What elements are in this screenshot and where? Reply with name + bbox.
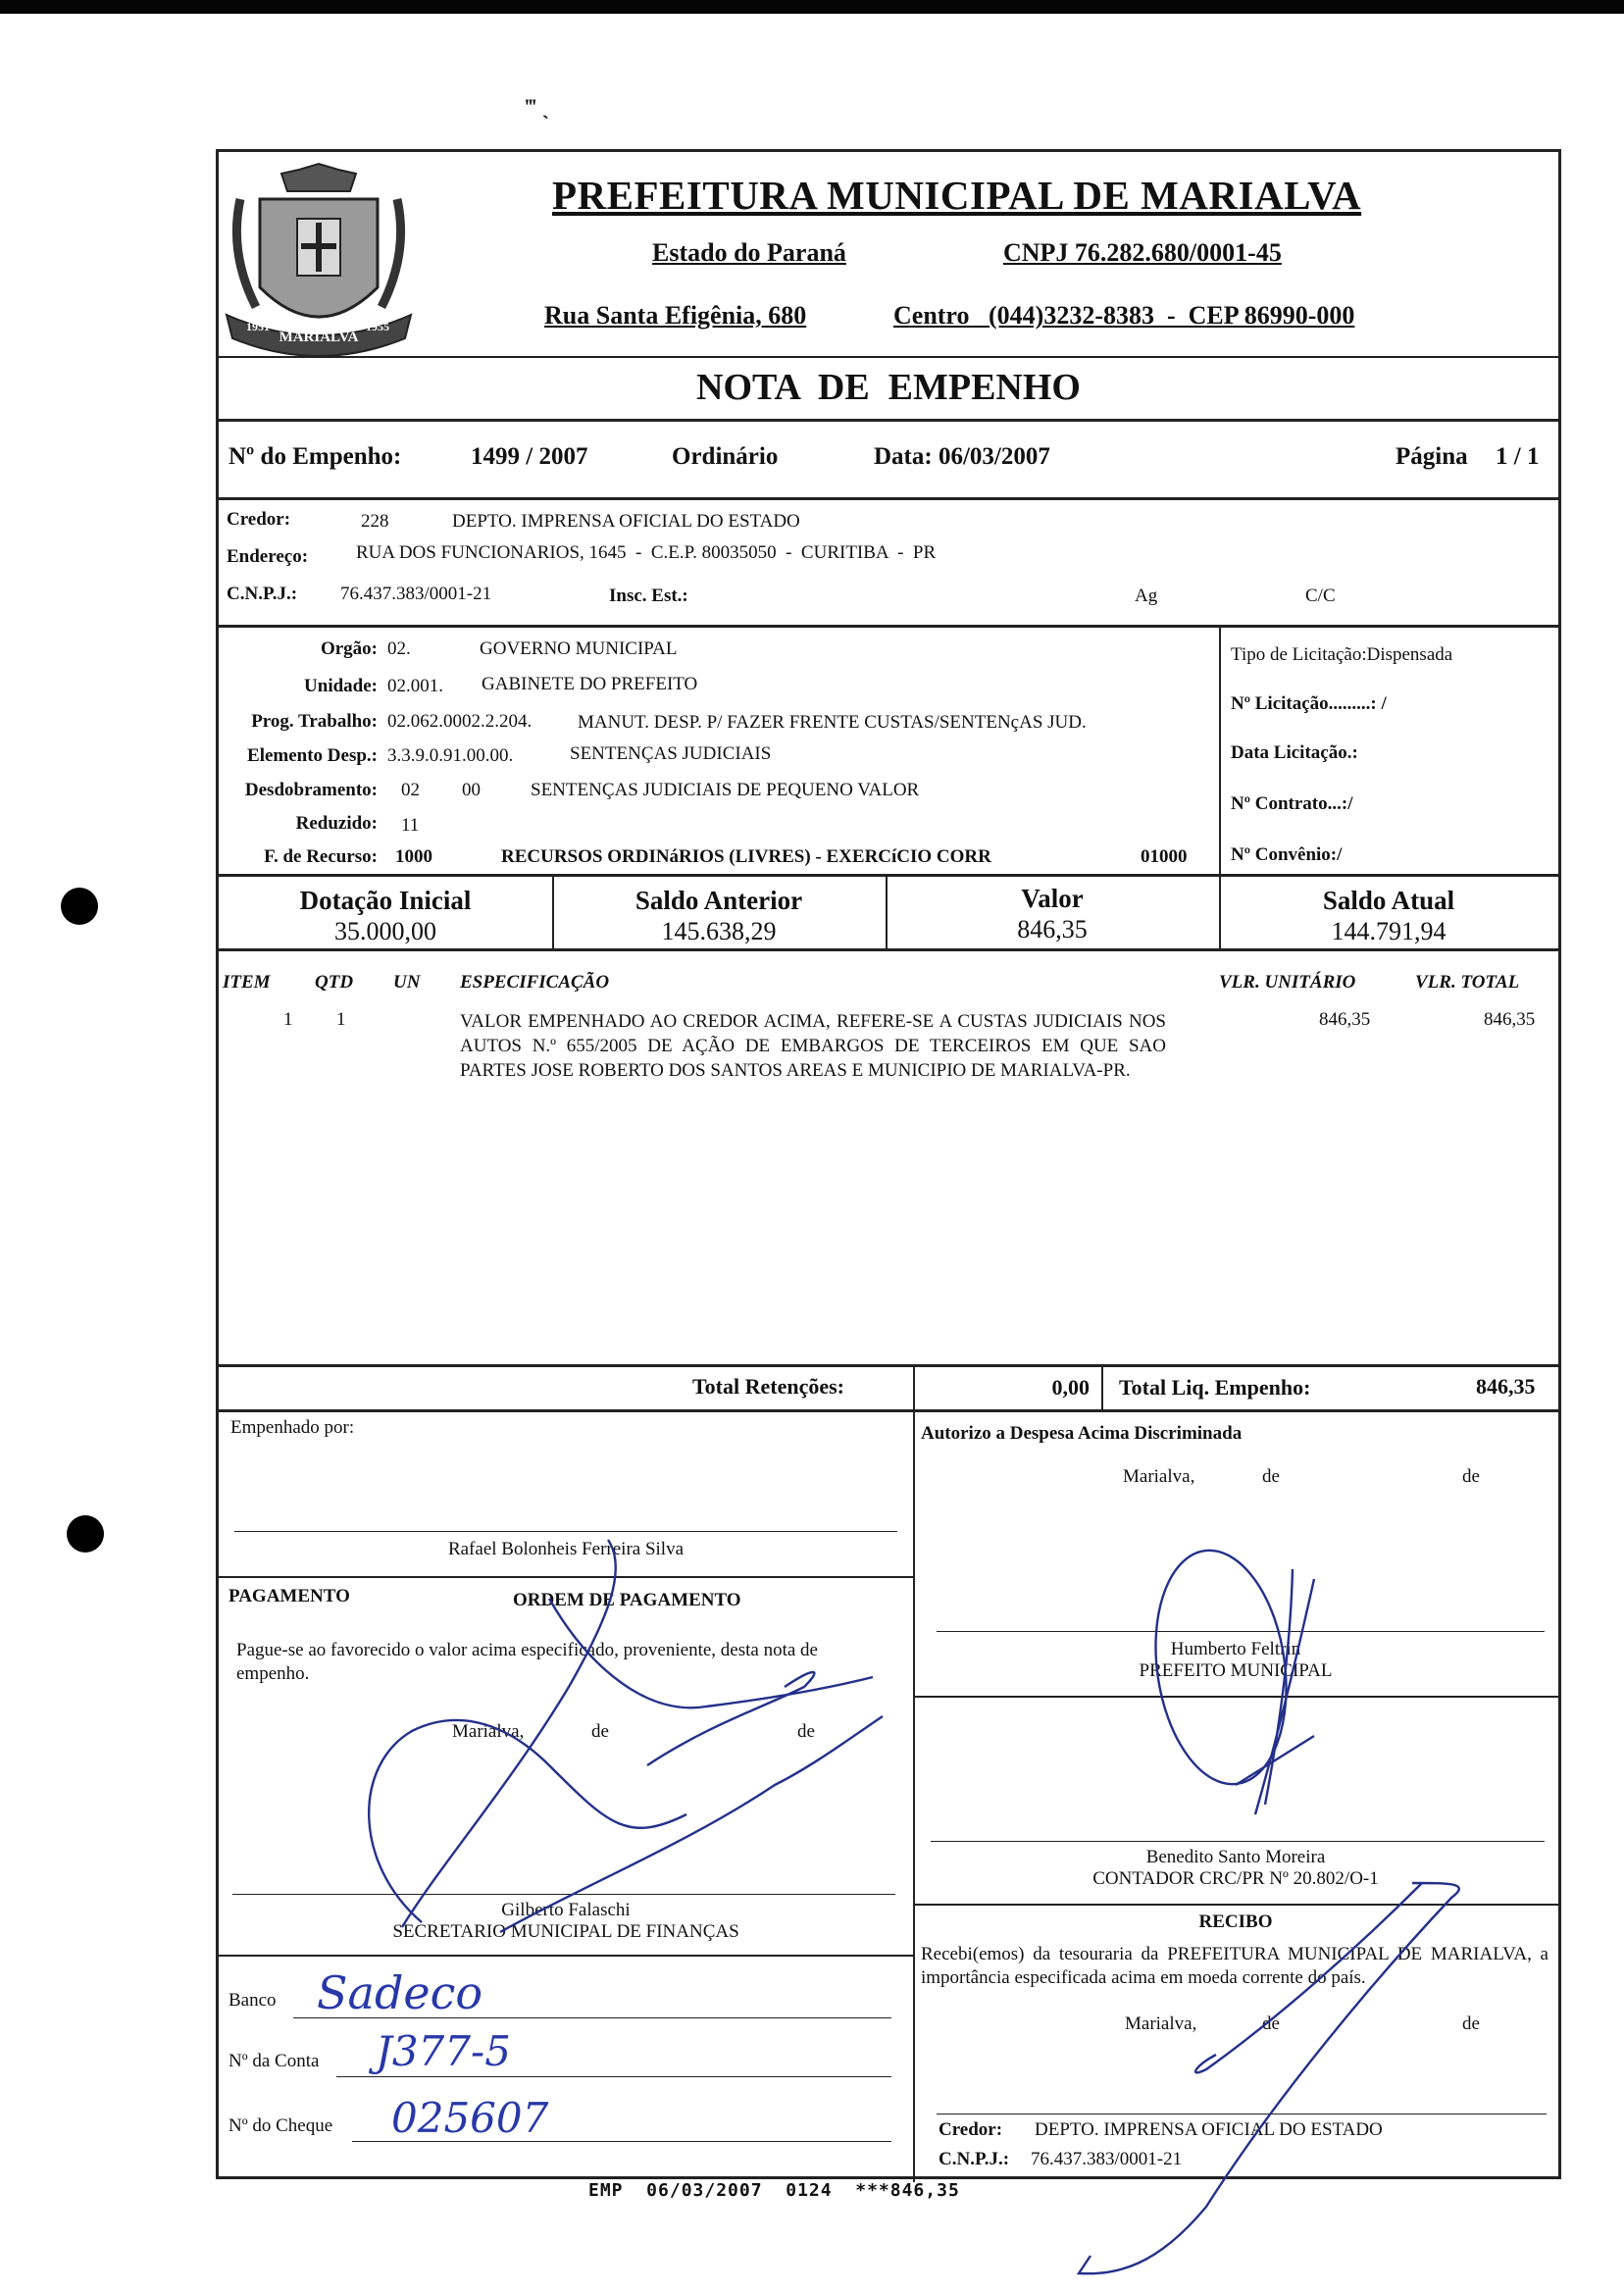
total-liquido-label: Total Liq. Empenho: bbox=[1119, 1375, 1311, 1400]
secretario-role: SECRETARIO MUNICIPAL DE FINANÇAS bbox=[392, 1921, 739, 1942]
autorizo-de-2: de bbox=[1462, 1466, 1480, 1487]
pagamento-de-2: de bbox=[797, 1721, 815, 1742]
recibo-cnpj-label: C.N.P.J.: bbox=[939, 2149, 1010, 2169]
dotacao-inicial-label: Dotação Inicial bbox=[299, 886, 472, 915]
header-title: PREFEITURA MUNICIPAL DE MARIALVA bbox=[552, 173, 1362, 218]
autorizo-title: Autorizo a Despesa Acima Discriminada bbox=[921, 1423, 1243, 1444]
banco-value[interactable]: Sadeco bbox=[317, 1966, 483, 2019]
elemento-label: Elemento Desp.: bbox=[247, 745, 378, 766]
item-total-value: 846,35 bbox=[1484, 1009, 1536, 1030]
contador-name: Benedito Santo Moreira bbox=[1145, 1847, 1326, 1867]
ag-label: Ag bbox=[1135, 586, 1158, 606]
unidade-label: Unidade: bbox=[304, 676, 378, 696]
header-state: Estado do Paraná bbox=[652, 238, 846, 267]
recurso-label: F. de Recurso: bbox=[264, 846, 378, 867]
saldo-atual-label: Saldo Atual bbox=[1322, 886, 1455, 915]
credor-cnpj: 76.437.383/0001-21 bbox=[340, 584, 492, 604]
dotacao-inicial-value: 35.000,00 bbox=[334, 917, 436, 945]
tipo-licitacao: Tipo de Licitação:Dispensada bbox=[1231, 644, 1453, 665]
saldo-atual-value: 144.791,94 bbox=[1331, 917, 1446, 945]
recibo-credor-label: Credor: bbox=[939, 2119, 1003, 2140]
crest-year-right: 1955 bbox=[366, 320, 389, 333]
unidade-value: GABINETE DO PREFEITO bbox=[482, 674, 698, 694]
credor-label: Credor: bbox=[227, 509, 291, 530]
total-retencoes-label: Total Retenções: bbox=[692, 1374, 844, 1399]
saldo-anterior-value: 145.638,29 bbox=[661, 917, 777, 945]
cnpj-label: C.N.P.J.: bbox=[227, 584, 298, 604]
header-contact: Centro (044)3232-8383 - CEP 86990-000 bbox=[893, 301, 1355, 330]
credor-name: DEPTO. IMPRENSA OFICIAL DO ESTADO bbox=[452, 511, 800, 532]
header-cnpj: CNPJ 76.282.680/0001-45 bbox=[1003, 238, 1282, 267]
recibo-de-2: de bbox=[1462, 2013, 1480, 2034]
recibo-place: Marialva, bbox=[1125, 2013, 1197, 2034]
insc-est-label: Insc. Est.: bbox=[609, 586, 688, 606]
banco-label: Banco bbox=[228, 1990, 277, 2011]
recurso-code: 1000 bbox=[395, 846, 432, 867]
elemento-value: SENTENÇAS JUDICIAIS bbox=[570, 743, 772, 764]
cheque-value[interactable]: 025607 bbox=[391, 2094, 549, 2142]
header-address: Rua Santa Efigênia, 680 bbox=[544, 301, 807, 330]
orgao-value: GOVERNO MUNICIPAL bbox=[480, 638, 678, 659]
crest-year-left: 1951 bbox=[246, 320, 270, 333]
valor-value: 846,35 bbox=[1017, 915, 1088, 943]
prefeito-role: PREFEITO MUNICIPAL bbox=[1139, 1660, 1333, 1681]
total-retencoes-value: 0,00 bbox=[1051, 1375, 1090, 1400]
cheque-label: Nº do Cheque bbox=[228, 2115, 333, 2136]
recibo-cnpj-value: 76.437.383/0001-21 bbox=[1031, 2149, 1183, 2169]
item-qtd: 1 bbox=[336, 1009, 346, 1030]
item-spec: VALOR EMPENHADO AO CREDOR ACIMA, REFERE-SE A CUSTAS JUDICIAIS NOS AUTOS N.º 655/2005 DE AÇÃO DE EMBARGOS DE TERCEIROS EM QUE SAO PARTES JOSE ROBERTO DOS SANTOS AREAS E MUNICIPIO DE MARIALVA-PR. bbox=[460, 1011, 1166, 1081]
recibo-de-1: de bbox=[1262, 2013, 1280, 2034]
empenho-date: Data: 06/03/2007 bbox=[874, 443, 1050, 470]
desdobramento-label: Desdobramento: bbox=[244, 780, 378, 800]
validation-stamp: EMP 06/03/2007 0124 ***846,35 bbox=[588, 2180, 960, 2201]
pagamento-text: Pague-se ao favorecido o valor acima especificado, proveniente, desta nota de empenho. bbox=[236, 1640, 818, 1684]
empenhado-por-label: Empenhado por: bbox=[230, 1417, 355, 1438]
prog-trabalho-code: 02.062.0002.2.204. bbox=[387, 711, 533, 732]
col-unit-header: VLR. UNITÁRIO bbox=[1219, 972, 1356, 993]
desdobramento-code1: 02 bbox=[401, 780, 420, 800]
credor-code: 228 bbox=[361, 511, 389, 532]
reduzido-value: 11 bbox=[401, 815, 420, 836]
col-spec-header: ESPECIFICAÇÃO bbox=[460, 972, 610, 993]
col-un-header: UN bbox=[393, 972, 421, 993]
recurso-code2: 01000 bbox=[1141, 846, 1188, 867]
desdobramento-value: SENTENÇAS JUDICIAIS DE PEQUENO VALOR bbox=[531, 780, 920, 800]
contador-role: CONTADOR CRC/PR Nº 20.802/O-1 bbox=[1092, 1868, 1379, 1889]
page-number: 1 / 1 bbox=[1496, 443, 1540, 470]
page-label: Página bbox=[1396, 443, 1468, 470]
prefeito-signature-icon bbox=[1142, 1542, 1314, 1814]
pagamento-de-1: de bbox=[591, 1721, 609, 1742]
recurso-value: RECURSOS ORDINáRIOS (LIVRES) - EXERCíCIO CORR bbox=[501, 846, 991, 867]
elemento-code: 3.3.9.0.91.00.00. bbox=[387, 745, 514, 766]
empenho-type: Ordinário bbox=[672, 443, 779, 470]
prefeito-name: Humberto Feltrin bbox=[1170, 1639, 1301, 1659]
prog-trabalho-label: Prog. Trabalho: bbox=[251, 711, 378, 732]
crest-banner-text: MARIALVA bbox=[279, 330, 359, 345]
recibo-credor-name: DEPTO. IMPRENSA OFICIAL DO ESTADO bbox=[1035, 2119, 1383, 2140]
col-qtd-header: QTD bbox=[315, 972, 354, 993]
recibo-text: Recebi(emos) da tesouraria da PREFEITURA MUNICIPAL DE MARIALVA, a importância especificada acima em moeda corrente do país. bbox=[921, 1944, 1548, 1988]
item-unit-value: 846,35 bbox=[1319, 1009, 1371, 1030]
orgao-label: Orgão: bbox=[320, 638, 378, 659]
numero-convenio: Nº Convênio:/ bbox=[1231, 844, 1343, 865]
numero-contrato: Nº Contrato...:/ bbox=[1231, 793, 1353, 814]
cc-label: C/C bbox=[1305, 586, 1336, 606]
empenho-number: 1499 / 2007 bbox=[471, 443, 588, 470]
desdobramento-code2: 00 bbox=[462, 780, 481, 800]
data-licitacao: Data Licitação.: bbox=[1231, 742, 1358, 763]
empenhado-por-name: Rafael Bolonheis Ferreira Silva bbox=[447, 1539, 685, 1559]
saldo-anterior-label: Saldo Anterior bbox=[634, 886, 803, 915]
secretario-signature-icon bbox=[369, 1540, 883, 1932]
document-title: NOTA DE EMPENHO bbox=[696, 367, 1081, 408]
autorizo-place: Marialva, bbox=[1123, 1466, 1195, 1487]
total-liquido-value: 846,35 bbox=[1476, 1374, 1536, 1399]
reduzido-label: Reduzido: bbox=[295, 813, 378, 834]
pagamento-place: Marialva, bbox=[452, 1721, 525, 1742]
item-number: 1 bbox=[283, 1009, 293, 1030]
autorizo-de-1: de bbox=[1262, 1466, 1280, 1487]
empenho-label: Nº do Empenho: bbox=[228, 443, 402, 470]
unidade-code: 02.001. bbox=[387, 676, 443, 696]
secretario-name: Gilberto Falaschi bbox=[501, 1900, 631, 1920]
ordem-pagamento-title: ORDEM DE PAGAMENTO bbox=[513, 1590, 741, 1610]
col-item-header: ITEM bbox=[223, 972, 271, 993]
credor-address: RUA DOS FUNCIONARIOS, 1645 - C.E.P. 80035050 - CURITIBA - PR bbox=[356, 542, 937, 563]
conta-value[interactable]: J377-5 bbox=[376, 2027, 511, 2075]
orgao-code: 02. bbox=[387, 638, 411, 659]
prog-trabalho-value: MANUT. DESP. P/ FAZER FRENTE CUSTAS/SENTENçAS JUD. bbox=[578, 712, 1087, 733]
conta-label: Nº da Conta bbox=[228, 2051, 320, 2071]
pagamento-label: PAGAMENTO bbox=[228, 1586, 350, 1606]
scan-marks: ‴ ˎ bbox=[525, 94, 549, 119]
recibo-signature-icon bbox=[1079, 1883, 1459, 2273]
recibo-title: RECIBO bbox=[1198, 1911, 1273, 1932]
numero-licitacao: Nº Licitação.........: / bbox=[1231, 693, 1387, 714]
valor-label: Valor bbox=[1021, 884, 1084, 913]
address-label: Endereço: bbox=[227, 546, 309, 567]
col-total-header: VLR. TOTAL bbox=[1415, 972, 1520, 993]
